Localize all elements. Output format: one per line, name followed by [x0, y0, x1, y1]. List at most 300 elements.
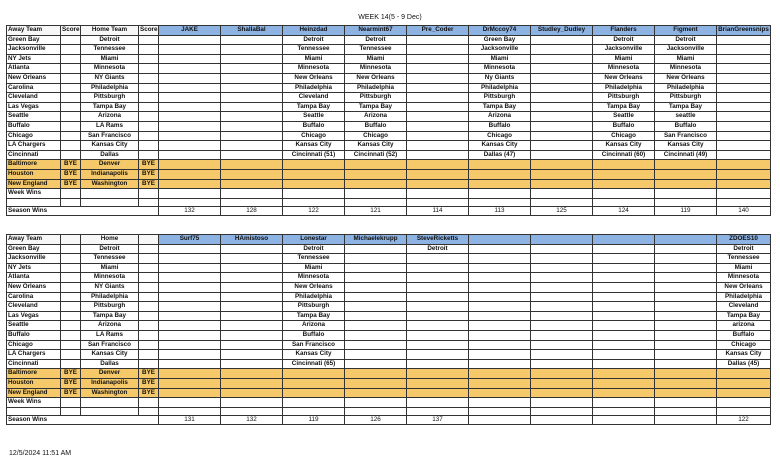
pick-cell: New Orleans — [655, 73, 717, 83]
bye-cell — [717, 179, 771, 189]
home-score-cell — [139, 330, 159, 340]
spacer-cell — [469, 407, 531, 415]
bye-cell — [283, 160, 345, 170]
away-score-cell — [61, 350, 81, 360]
spacer-cell — [81, 407, 139, 415]
spacer-cell — [221, 198, 283, 206]
away-score-cell — [61, 330, 81, 340]
away-team-cell: Las Vegas — [7, 311, 61, 321]
pick-cell — [469, 263, 531, 273]
pick-cell — [407, 340, 469, 350]
pick-cell — [159, 121, 221, 131]
game-row — [7, 254, 771, 264]
pick-cell: Buffalo — [283, 121, 345, 131]
bye-cell — [593, 160, 655, 170]
pick-cell — [345, 359, 407, 369]
spacer-cell — [655, 198, 717, 206]
home-score-cell — [139, 64, 159, 74]
spacer-cell — [655, 407, 717, 415]
bye-cell — [221, 169, 283, 179]
game-row — [7, 83, 771, 93]
pick-cell — [469, 321, 531, 331]
pick-cell — [221, 102, 283, 112]
season-wins-value: 126 — [345, 415, 407, 425]
pick-cell — [345, 254, 407, 264]
pick-cell — [531, 35, 593, 45]
home-score-cell — [139, 35, 159, 45]
pick-cell: Detroit — [407, 244, 469, 254]
bye-cell — [407, 169, 469, 179]
bye-label: BYE — [61, 169, 81, 179]
pick-cell — [345, 263, 407, 273]
pick-cell — [345, 282, 407, 292]
pick-cell: Chicago — [717, 340, 771, 350]
home-score-cell — [139, 273, 159, 283]
bye-cell — [593, 378, 655, 388]
away-score-cell — [61, 64, 81, 74]
pick-cell — [407, 263, 469, 273]
pick-cell: Tennessee — [283, 45, 345, 55]
away-score-cell — [61, 102, 81, 112]
home-team-cell: Minnesota — [81, 64, 139, 74]
away-score-cell — [61, 141, 81, 151]
pick-cell — [345, 340, 407, 350]
game-row — [7, 330, 771, 340]
bye-row — [7, 179, 771, 189]
page-title: WEEK 14(5 - 9 Dec) — [358, 14, 422, 21]
pick-cell: New Orleans — [345, 73, 407, 83]
pick-cell — [531, 359, 593, 369]
bye-away-team: Houston — [7, 378, 61, 388]
bye-home-team: Washington — [81, 179, 139, 189]
game-row — [7, 273, 771, 283]
pick-cell — [531, 340, 593, 350]
home-team-cell: NY Giants — [81, 73, 139, 83]
pick-cell: Dallas (45) — [717, 359, 771, 369]
pick-cell — [221, 35, 283, 45]
pick-cell: Pittsburgh — [593, 93, 655, 103]
pick-cell — [159, 35, 221, 45]
week-wins-row — [7, 189, 771, 199]
pick-cell — [221, 121, 283, 131]
home-score-cell — [139, 121, 159, 131]
home-score-cell — [139, 340, 159, 350]
away-team-cell: Atlanta — [7, 273, 61, 283]
pick-cell — [717, 54, 771, 64]
pick-cell — [159, 321, 221, 331]
home-team-cell: Arizona — [81, 321, 139, 331]
pick-cell — [345, 311, 407, 321]
contestant-header: HAmistoso — [221, 235, 283, 245]
pick-cell — [655, 244, 717, 254]
bye-cell — [345, 169, 407, 179]
pick-cell: Miami — [593, 54, 655, 64]
bye-cell — [345, 378, 407, 388]
contestant-header: Nearmint67 — [345, 26, 407, 36]
pick-cell — [407, 45, 469, 55]
contestant-header: DrMccoy74 — [469, 26, 531, 36]
pick-cell — [531, 150, 593, 160]
home-score-cell — [139, 359, 159, 369]
bye-cell — [407, 388, 469, 398]
away-team-cell: Carolina — [7, 83, 61, 93]
spacer-cell — [7, 407, 61, 415]
pick-cell — [407, 73, 469, 83]
season-wins-value: 122 — [717, 415, 771, 425]
pick-cell — [221, 83, 283, 93]
spacer-cell — [159, 407, 221, 415]
game-row — [7, 350, 771, 360]
spacer-cell — [221, 407, 283, 415]
week-wins-cell — [593, 189, 655, 199]
pick-cell — [407, 141, 469, 151]
away-score-cell — [61, 282, 81, 292]
bye-away-team: Baltimore — [7, 369, 61, 379]
spacer-cell — [717, 198, 771, 206]
week-wins-cell — [469, 189, 531, 199]
pick-cell — [221, 254, 283, 264]
pick-cell — [221, 93, 283, 103]
pick-cell — [221, 73, 283, 83]
spacer-cell — [7, 198, 61, 206]
score-header: Score — [61, 26, 81, 36]
pick-cell: Miami — [283, 263, 345, 273]
bye-label: BYE — [61, 160, 81, 170]
game-row — [7, 102, 771, 112]
pick-cell — [221, 45, 283, 55]
season-wins-row — [7, 415, 771, 425]
season-wins-value — [531, 415, 593, 425]
week-wins-cell — [221, 189, 283, 199]
bye-label: BYE — [61, 369, 81, 379]
bye-cell — [531, 378, 593, 388]
bye-home-team: Indianapolis — [81, 378, 139, 388]
pick-cell: New Orleans — [717, 282, 771, 292]
week-wins-cell — [81, 189, 139, 199]
game-row — [7, 340, 771, 350]
pick-cell — [159, 83, 221, 93]
pick-cell — [469, 282, 531, 292]
away-team-cell: New Orleans — [7, 282, 61, 292]
season-wins-label: Season Wins — [7, 206, 159, 216]
pick-cell: Chicago — [283, 131, 345, 141]
pick-cell — [221, 311, 283, 321]
away-team-cell: New Orleans — [7, 73, 61, 83]
week-wins-cell — [139, 398, 159, 408]
bye-cell — [593, 179, 655, 189]
pick-cell: Tampa Bay — [469, 102, 531, 112]
bye-away-team: Houston — [7, 169, 61, 179]
game-row — [7, 64, 771, 74]
pick-cell — [159, 359, 221, 369]
away-score-cell — [61, 131, 81, 141]
pick-cell: Green Bay — [469, 35, 531, 45]
pick-cell: Detroit — [717, 244, 771, 254]
season-wins-value: 125 — [531, 206, 593, 216]
picks-table-bottom — [6, 234, 771, 425]
pick-cell: Detroit — [283, 244, 345, 254]
pick-cell — [531, 131, 593, 141]
bye-cell — [593, 388, 655, 398]
pick-cell: Minnesota — [469, 64, 531, 74]
home-score-cell — [139, 263, 159, 273]
contestant-header: ZDOES10 — [717, 235, 771, 245]
bye-cell — [159, 169, 221, 179]
game-row — [7, 311, 771, 321]
pick-cell: Kansas City — [593, 141, 655, 151]
home-team-cell: San Francisco — [81, 131, 139, 141]
game-row — [7, 93, 771, 103]
pick-cell: Cleveland — [283, 93, 345, 103]
pick-cell: San Francisco — [283, 340, 345, 350]
pick-cell — [407, 359, 469, 369]
away-team-cell: LA Chargers — [7, 350, 61, 360]
pick-cell — [221, 321, 283, 331]
pick-cell — [407, 35, 469, 45]
bye-cell — [717, 160, 771, 170]
pick-cell: Miami — [717, 263, 771, 273]
week-wins-cell — [345, 189, 407, 199]
pick-cell — [531, 302, 593, 312]
pick-cell — [593, 311, 655, 321]
home-team-header: Home — [81, 235, 139, 245]
pick-cell — [531, 64, 593, 74]
away-team-cell: Cleveland — [7, 302, 61, 312]
pick-cell — [717, 150, 771, 160]
pick-cell — [345, 302, 407, 312]
pick-cell — [469, 330, 531, 340]
season-wins-value: 140 — [717, 206, 771, 216]
pick-cell: Miami — [345, 54, 407, 64]
week-wins-label: Week Wins — [7, 398, 61, 408]
pick-cell: Arizona — [283, 321, 345, 331]
away-score-cell — [61, 112, 81, 122]
pick-cell: Philadelphia — [469, 83, 531, 93]
score-header: Score — [139, 26, 159, 36]
bye-away-team: Baltimore — [7, 160, 61, 170]
pick-cell — [655, 273, 717, 283]
pick-cell — [159, 54, 221, 64]
pick-cell: New Orleans — [283, 73, 345, 83]
pick-cell — [593, 244, 655, 254]
pick-cell — [717, 141, 771, 151]
pick-cell — [593, 282, 655, 292]
pick-cell — [407, 292, 469, 302]
pick-cell — [345, 321, 407, 331]
pick-cell — [593, 292, 655, 302]
pick-cell — [717, 64, 771, 74]
pick-cell: Tampa Bay — [655, 102, 717, 112]
home-team-cell: Arizona — [81, 112, 139, 122]
season-wins-value: 131 — [159, 415, 221, 425]
pick-cell — [407, 112, 469, 122]
pick-cell — [159, 45, 221, 55]
spacer-cell — [139, 407, 159, 415]
pick-cell — [655, 302, 717, 312]
pick-cell — [655, 321, 717, 331]
pick-cell — [655, 311, 717, 321]
pick-cell — [407, 54, 469, 64]
home-team-cell: Philadelphia — [81, 83, 139, 93]
pick-cell: Philadelphia — [283, 83, 345, 93]
away-team-cell: Seattle — [7, 321, 61, 331]
bye-label: BYE — [61, 388, 81, 398]
bye-cell — [159, 378, 221, 388]
pick-cell — [531, 121, 593, 131]
bye-cell — [655, 369, 717, 379]
pick-cell — [159, 112, 221, 122]
pick-cell — [221, 282, 283, 292]
pick-cell: Philadelphia — [655, 83, 717, 93]
away-team-cell: Green Bay — [7, 244, 61, 254]
home-score-cell — [139, 254, 159, 264]
pick-cell: Tampa Bay — [345, 102, 407, 112]
picks-table-top — [6, 25, 771, 216]
bye-cell — [407, 179, 469, 189]
game-row — [7, 121, 771, 131]
pick-cell: Pittsburgh — [655, 93, 717, 103]
bye-cell — [159, 369, 221, 379]
away-score-cell — [61, 83, 81, 93]
pick-cell: Cincinnati (60) — [593, 150, 655, 160]
pick-cell: Seattle — [283, 112, 345, 122]
pick-cell — [407, 254, 469, 264]
week-wins-cell — [717, 189, 771, 199]
pick-cell — [469, 350, 531, 360]
pick-cell — [655, 292, 717, 302]
bye-cell — [345, 160, 407, 170]
pick-cell: Cincinnati (52) — [345, 150, 407, 160]
pick-cell — [407, 102, 469, 112]
bye-cell — [469, 160, 531, 170]
pick-cell: Detroit — [283, 35, 345, 45]
pick-cell — [159, 263, 221, 273]
bye-cell — [283, 369, 345, 379]
pick-cell: Tampa Bay — [717, 311, 771, 321]
bye-cell — [159, 388, 221, 398]
home-team-cell: Kansas City — [81, 141, 139, 151]
away-score-cell — [61, 292, 81, 302]
spacer-cell — [407, 198, 469, 206]
pick-cell: Tampa Bay — [283, 102, 345, 112]
spacer-cell — [81, 198, 139, 206]
home-score-cell — [139, 83, 159, 93]
pick-cell — [407, 121, 469, 131]
pick-cell — [469, 254, 531, 264]
week-wins-cell — [283, 189, 345, 199]
away-score-cell — [61, 254, 81, 264]
bye-cell — [655, 160, 717, 170]
bye-cell — [469, 378, 531, 388]
pick-cell — [593, 321, 655, 331]
pick-cell — [407, 350, 469, 360]
away-score-cell — [61, 45, 81, 55]
pick-cell: Chicago — [593, 131, 655, 141]
game-row — [7, 292, 771, 302]
pick-cell — [655, 254, 717, 264]
bye-cell — [407, 160, 469, 170]
pick-cell — [407, 83, 469, 93]
pick-cell: Buffalo — [469, 121, 531, 131]
bye-cell — [531, 179, 593, 189]
week-wins-cell — [159, 189, 221, 199]
pick-cell: Buffalo — [283, 330, 345, 340]
pick-cell — [407, 282, 469, 292]
spacer-cell — [531, 198, 593, 206]
home-score-cell — [139, 45, 159, 55]
pick-cell — [593, 330, 655, 340]
away-score-cell — [61, 244, 81, 254]
week-wins-label: Week Wins — [7, 189, 61, 199]
pick-cell — [593, 263, 655, 273]
pick-cell — [159, 330, 221, 340]
bye-row — [7, 369, 771, 379]
pick-cell: Jacksonville — [593, 45, 655, 55]
pick-cell — [717, 73, 771, 83]
pick-cell: Chicago — [469, 131, 531, 141]
pick-cell: Minnesota — [283, 273, 345, 283]
week-wins-cell — [717, 398, 771, 408]
week-wins-cell — [283, 398, 345, 408]
pick-cell — [221, 359, 283, 369]
pick-cell: Ny Giants — [469, 73, 531, 83]
pick-cell — [531, 311, 593, 321]
spacer-cell — [61, 407, 81, 415]
season-wins-value: 128 — [221, 206, 283, 216]
contestant-header: Lonestar — [283, 235, 345, 245]
bye-cell — [655, 179, 717, 189]
pick-cell — [531, 273, 593, 283]
week-wins-cell — [655, 398, 717, 408]
pick-cell: Philadelphia — [345, 83, 407, 93]
away-score-cell — [61, 359, 81, 369]
week-wins-cell — [655, 189, 717, 199]
bye-cell — [221, 388, 283, 398]
season-wins-value: 119 — [655, 206, 717, 216]
pick-cell — [221, 150, 283, 160]
pick-cell: Tampa Bay — [593, 102, 655, 112]
game-row — [7, 45, 771, 55]
pick-cell — [221, 302, 283, 312]
pick-cell — [717, 83, 771, 93]
spacer-cell — [407, 407, 469, 415]
pick-cell: Minnesota — [283, 64, 345, 74]
home-score-cell — [139, 102, 159, 112]
home-team-cell: Tampa Bay — [81, 102, 139, 112]
contestant-header: Surf75 — [159, 235, 221, 245]
contestant-header: SteveRicketts — [407, 235, 469, 245]
pick-cell: New Orleans — [283, 282, 345, 292]
pick-cell: Buffalo — [717, 330, 771, 340]
bye-cell — [469, 179, 531, 189]
pick-cell — [345, 330, 407, 340]
week-wins-cell — [469, 398, 531, 408]
pick-cell — [345, 350, 407, 360]
pick-cell — [221, 330, 283, 340]
pick-cell: Seattle — [593, 112, 655, 122]
pick-cell — [531, 244, 593, 254]
away-team-cell: Cincinnati — [7, 359, 61, 369]
away-team-cell: Buffalo — [7, 330, 61, 340]
pick-cell — [159, 350, 221, 360]
pick-cell — [159, 73, 221, 83]
pick-cell — [407, 311, 469, 321]
home-score-cell — [139, 73, 159, 83]
bye-cell — [345, 179, 407, 189]
header-row — [7, 235, 771, 245]
week-wins-cell — [531, 189, 593, 199]
pick-cell: Chicago — [345, 131, 407, 141]
